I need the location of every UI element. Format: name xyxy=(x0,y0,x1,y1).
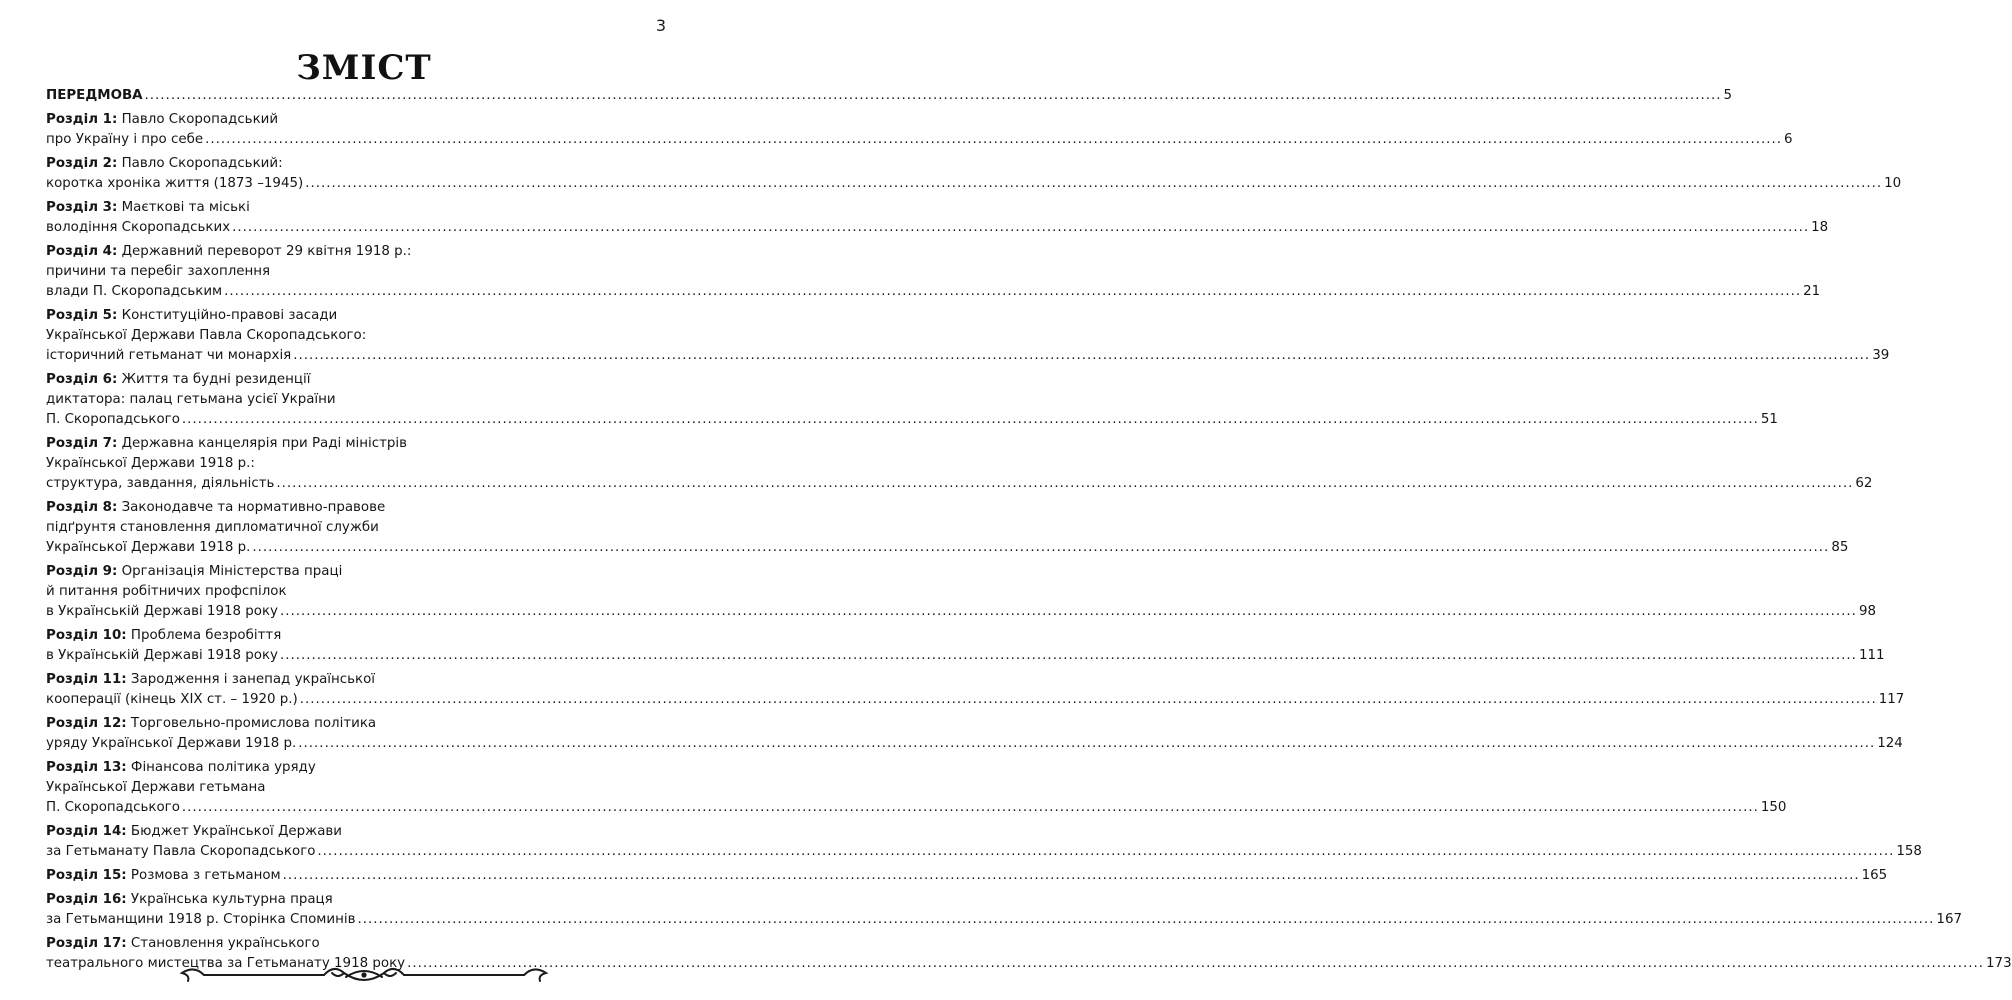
toc-chapter-label: Розділ 3: xyxy=(46,200,118,215)
toc-entry-text: влади П. Скоропадським xyxy=(46,284,223,299)
toc-chapter-label: Розділ 11: xyxy=(46,672,127,687)
toc-entry-text: за Гетьманщини 1918 р. Сторінка Споминів xyxy=(46,912,356,927)
toc-entry xyxy=(46,562,1876,622)
toc-entry-text: за Гетьманату Павла Скоропадського xyxy=(46,844,316,859)
toc-entry-line xyxy=(46,778,656,798)
toc-entry xyxy=(46,86,1733,106)
toc-page-number: 158 xyxy=(1896,844,1922,859)
toc-page-number: 117 xyxy=(1878,692,1905,707)
toc-entry-text: Української Держави гетьмана xyxy=(46,780,266,795)
toc-chapter-label: Розділ 4: xyxy=(46,244,118,259)
toc-entry-line xyxy=(46,934,656,954)
toc-entry-text: Законодавче та нормативно-правове xyxy=(117,500,386,515)
dot-leader: ............................................................................................................................................................................................................................................................................................................ xyxy=(181,800,1759,815)
toc-entry-line xyxy=(46,198,656,218)
toc-entry xyxy=(46,498,1849,558)
toc-entry-line xyxy=(46,454,656,474)
toc-entry xyxy=(46,306,1890,366)
toc-chapter-label: Розділ 7: xyxy=(46,436,118,451)
toc-entry xyxy=(46,110,1793,150)
toc-entry-text: уряду Української Держави 1918 р. xyxy=(46,736,297,751)
dot-leader: ............................................................................................................................................................................................................................................................................................................ xyxy=(282,868,1860,883)
toc-chapter-label: Розділ 2: xyxy=(46,156,118,171)
toc-page-number: 18 xyxy=(1811,220,1829,235)
dot-leader: ............................................................................................................................................................................................................................................................................................................ xyxy=(279,648,1857,663)
toc-entry-text: підґрунтя становлення дипломатичної служби xyxy=(46,520,379,535)
dot-leader: ............................................................................................................................................................................................................................................................................................................ xyxy=(252,540,1830,555)
toc-entry-line xyxy=(46,242,656,262)
toc-entry xyxy=(46,434,1873,494)
toc-entry-text: П. Скоропадського xyxy=(46,800,180,815)
toc-entry-last-line xyxy=(46,174,1902,194)
toc-page-number: 10 xyxy=(1884,176,1902,191)
toc-chapter-label: Розділ 15: xyxy=(46,868,127,883)
toc-entry-text: Організація Міністерства праці xyxy=(117,564,343,579)
toc-entry-last-line xyxy=(46,410,1778,430)
toc-entry-last-line xyxy=(46,910,1962,930)
toc-entry-last-line xyxy=(46,690,1905,710)
toc-entry xyxy=(46,866,1888,886)
dot-leader: ............................................................................................................................................................................................................................................................................................................ xyxy=(305,176,1883,191)
toc-entry-line xyxy=(46,670,656,690)
toc-entry xyxy=(46,198,1829,238)
toc-entry-text: кооперації (кінець ХІХ ст. – 1920 р.) xyxy=(46,692,298,707)
toc-chapter-label: Розділ 16: xyxy=(46,892,127,907)
toc-entry-line xyxy=(46,518,656,538)
toc-entry-last-line xyxy=(46,734,1903,754)
toc-entry-line xyxy=(46,390,656,410)
toc-entry-text: Становлення українського xyxy=(126,936,320,951)
toc-entry-line xyxy=(46,714,656,734)
dot-leader: ............................................................................................................................................................................................................................................................................................................ xyxy=(224,284,1802,299)
dot-leader: ............................................................................................................................................................................................................................................................................................................ xyxy=(407,956,1985,971)
toc-entry xyxy=(46,822,1922,862)
dot-leader: ............................................................................................................................................................................................................................................................................................................ xyxy=(357,912,1935,927)
toc-entry-text: Української Держави Павла Скоропадського: xyxy=(46,328,367,343)
table-of-contents xyxy=(46,86,2012,978)
toc-chapter-label: Розділ 10: xyxy=(46,628,127,643)
page-number: 3 xyxy=(655,16,666,35)
toc-page-number: 173 xyxy=(1986,956,2012,971)
toc-entry-line xyxy=(46,370,656,390)
toc-entry xyxy=(46,154,1902,194)
toc-chapter-label: Розділ 9: xyxy=(46,564,118,579)
toc-entry xyxy=(46,758,1787,818)
toc-entry-last-line xyxy=(46,346,1890,366)
toc-chapter-label: Розділ 5: xyxy=(46,308,118,323)
toc-entry-text: Торговельно-промислова політика xyxy=(126,716,377,731)
toc-entry-line xyxy=(46,626,656,646)
toc-entry xyxy=(46,714,1903,754)
toc-entry-text: Життя та будні резиденції xyxy=(117,372,311,387)
toc-page-number: 98 xyxy=(1858,604,1876,619)
toc-entry-text: Державний переворот 29 квітня 1918 р.: xyxy=(117,244,412,259)
toc-entry-line xyxy=(46,110,656,130)
toc-page-number: 85 xyxy=(1831,540,1849,555)
toc-entry-text: структура, завдання, діяльність xyxy=(46,476,275,491)
toc-entry-text: Павло Скоропадський xyxy=(117,112,279,127)
toc-page-number: 150 xyxy=(1760,800,1787,815)
toc-entry-text: Української Держави 1918 р.: xyxy=(46,456,255,471)
toc-entry-text: Фінансова політика уряду xyxy=(126,760,316,775)
toc-entry-text: Розмова з гетьманом xyxy=(126,868,281,883)
toc-chapter-label: Розділ 1: xyxy=(46,112,118,127)
toc-entry-text: в Українській Державі 1918 року xyxy=(46,648,278,663)
toc-entry xyxy=(46,670,1905,710)
toc-entry-line xyxy=(46,562,656,582)
dot-leader: ............................................................................................................................................................................................................................................................................................................ xyxy=(144,88,1722,103)
toc-entry-last-line xyxy=(46,474,1873,494)
dot-leader: ............................................................................................................................................................................................................................................................................................................ xyxy=(232,220,1810,235)
toc-entry-text: й питання робітничих профспілок xyxy=(46,584,287,599)
toc-entry-text: причини та перебіг захоплення xyxy=(46,264,271,279)
toc-entry-last-line xyxy=(46,538,1849,558)
toc-entry-text: володіння Скоропадських xyxy=(46,220,231,235)
toc-chapter-label: ПЕРЕДМОВА xyxy=(46,88,143,103)
toc-page-number: 6 xyxy=(1784,132,1793,147)
toc-chapter-label: Розділ 13: xyxy=(46,760,127,775)
toc-page-number: 165 xyxy=(1861,868,1888,883)
toc-entry-line xyxy=(46,326,656,346)
toc-entry-last-line xyxy=(46,218,1829,238)
toc-entry-text: Зародження і занепад української xyxy=(126,672,376,687)
toc-entry-line xyxy=(46,306,656,326)
toc-entry-text: про Україну і про себе xyxy=(46,132,204,147)
toc-entry-line xyxy=(46,822,656,842)
toc-entry-text: Павло Скоропадський: xyxy=(117,156,283,171)
toc-page-number: 39 xyxy=(1872,348,1890,363)
toc-chapter-label: Розділ 12: xyxy=(46,716,127,731)
toc-entry-last-line xyxy=(46,602,1876,622)
toc-page-number: 111 xyxy=(1858,648,1885,663)
toc-entry xyxy=(46,626,1885,666)
toc-entry-line xyxy=(46,758,656,778)
dot-leader: ............................................................................................................................................................................................................................................................................................................ xyxy=(317,844,1895,859)
dot-leader: ............................................................................................................................................................................................................................................................................................................ xyxy=(276,476,1854,491)
toc-entry-line xyxy=(46,890,656,910)
toc-entry-last-line xyxy=(46,866,1888,886)
toc-entry-last-line xyxy=(46,282,1821,302)
page-title: ЗМІСТ xyxy=(296,48,432,88)
dot-leader: ............................................................................................................................................................................................................................................................................................................ xyxy=(293,348,1871,363)
toc-entry-text: диктатора: палац гетьмана усієї України xyxy=(46,392,336,407)
dot-leader: ............................................................................................................................................................................................................................................................................................................ xyxy=(299,692,1877,707)
toc-entry-text: Української Держави 1918 р. xyxy=(46,540,251,555)
toc-chapter-label: Розділ 8: xyxy=(46,500,118,515)
toc-entry-line xyxy=(46,262,656,282)
toc-entry-line xyxy=(46,498,656,518)
toc-entry-last-line xyxy=(46,798,1787,818)
toc-entry xyxy=(46,890,1962,930)
toc-page-number: 21 xyxy=(1803,284,1821,299)
toc-entry-last-line xyxy=(46,86,1733,106)
toc-page-number: 51 xyxy=(1760,412,1778,427)
toc-entry xyxy=(46,242,1821,302)
toc-entry-text: Бюджет Української Держави xyxy=(126,824,343,839)
toc-entry-line xyxy=(46,582,656,602)
toc-entry-text: Державна канцелярія при Раді міністрів xyxy=(117,436,408,451)
toc-entry-last-line xyxy=(46,646,1885,666)
toc-entry-line xyxy=(46,434,656,454)
toc-entry-text: коротка хроніка життя (1873 –1945) xyxy=(46,176,304,191)
toc-page-number: 5 xyxy=(1723,88,1733,103)
toc-chapter-label: Розділ 14: xyxy=(46,824,127,839)
toc-entry-text: в Українській Державі 1918 року xyxy=(46,604,278,619)
decorative-divider-ornament xyxy=(174,962,554,988)
toc-entry-text: театрального мистецтва за Гетьманату 1918 року xyxy=(46,956,406,971)
toc-page-number: 167 xyxy=(1936,912,1962,927)
dot-leader: ............................................................................................................................................................................................................................................................................................................ xyxy=(205,132,1783,147)
toc-entry-text: Маєткові та міські xyxy=(117,200,250,215)
toc-entry-text: історичний гетьманат чи монархія xyxy=(46,348,292,363)
toc-page-number: 62 xyxy=(1855,476,1873,491)
toc-entry-last-line xyxy=(46,130,1793,150)
toc-chapter-label: Розділ 17: xyxy=(46,936,127,951)
toc-entry-text: П. Скоропадського xyxy=(46,412,180,427)
toc-entry xyxy=(46,370,1778,430)
dot-leader: ............................................................................................................................................................................................................................................................................................................ xyxy=(279,604,1857,619)
toc-entry-text: Українська культурна праця xyxy=(126,892,333,907)
toc-page-number: 124 xyxy=(1877,736,1903,751)
toc-entry-line xyxy=(46,154,656,174)
toc-entry-last-line xyxy=(46,842,1922,862)
toc-chapter-label: Розділ 6: xyxy=(46,372,118,387)
toc-entry-text: Конституційно-правові засади xyxy=(117,308,338,323)
dot-leader: ............................................................................................................................................................................................................................................................................................................ xyxy=(181,412,1759,427)
dot-leader: ............................................................................................................................................................................................................................................................................................................ xyxy=(298,736,1876,751)
toc-entry-text: Проблема безробіття xyxy=(126,628,282,643)
